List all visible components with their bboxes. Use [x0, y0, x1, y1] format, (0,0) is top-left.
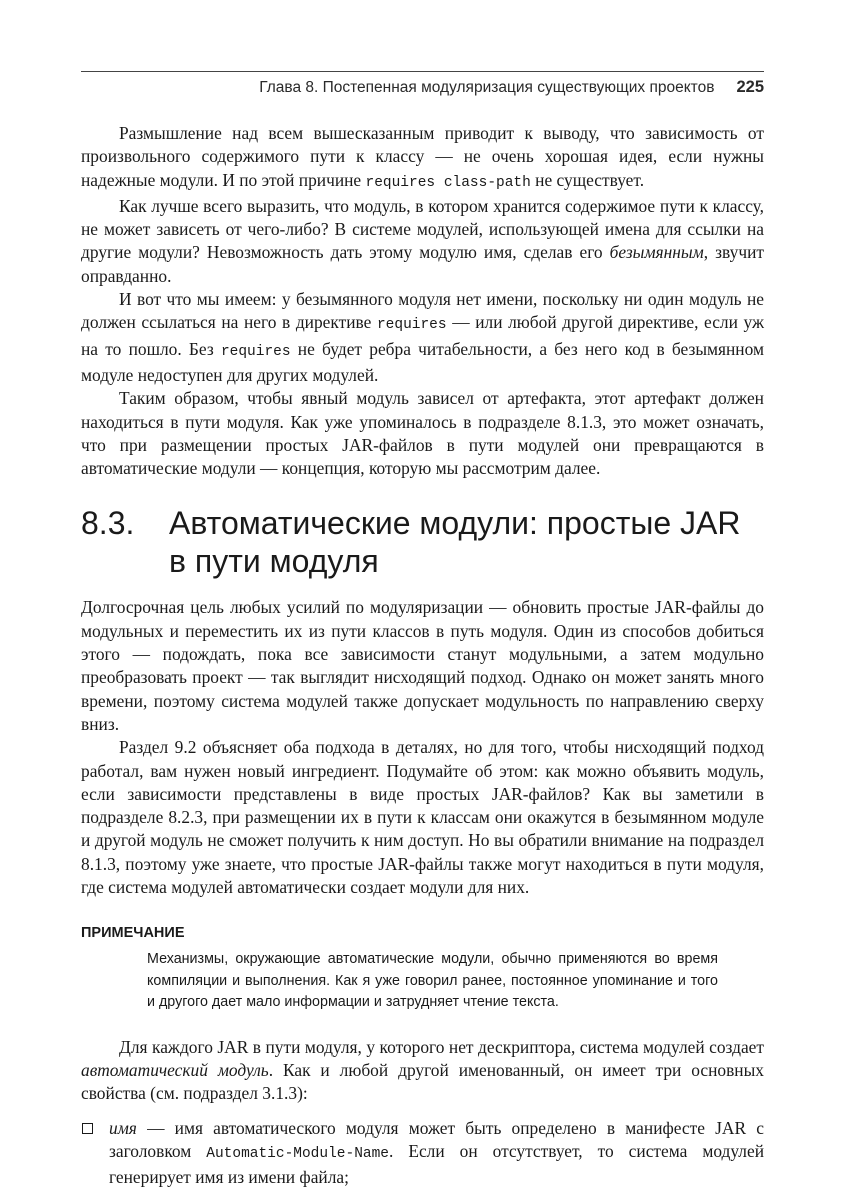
inline-code: requires	[376, 317, 447, 334]
paragraph: Размышление над всем вышесказанным приводит к выводу, что зависимость от произвольного содержимого пути к классу — не очень хорошая идея, если нужны надежные модули. И по этой причине requires class-path не существует.	[81, 123, 764, 191]
emphasis: безымянным	[609, 242, 704, 263]
page-number: 225	[736, 78, 764, 96]
section-title: Автоматические модули: простые JAR в пути модуля	[169, 505, 741, 580]
header-rule	[81, 71, 764, 72]
chapter-title: Глава 8. Постепенная модуляризация существующих проектов	[259, 79, 715, 96]
paragraph: Долгосрочная цель любых усилий по модуляризации — обновить простые JAR-файлы до модульных и переместить их из пути классов в путь модуля. Один из способов добиться этого — подождать, пока все зависимости станут модульными, а затем модульно преобразовать проект — так выглядит нисходящий подход. Однако он может занять много времени, поэтому система модулей также допускает модульность по направлению сверху вниз.	[81, 597, 764, 734]
inline-code: Automatic-Module-Name	[206, 1146, 389, 1162]
paragraph: Как лучше всего выразить, что модуль, в котором хранится содержимое пути к классу, не может зависеть от чего-либо? В системе модулей, использующей имена для ссылки на другие модули? Невозможность дать этому модулю имя, сделав его безымянным, звучит оправданно.	[81, 195, 764, 286]
paragraph: Раздел 9.2 объясняет оба подхода в деталях, но для того, чтобы нисходящий подход работал, вам нужен новый ингредиент. Подумайте об этом: как можно объявить модуль, если зависимости представлены в виде простых JAR-файлов? Как вы заметили в подразделе 8.2.3, при размещении их в пути к классам они окажутся в безымянном модуле и другой модуль не сможет получить к ним доступ. Но вы обратили внимание на подраздел 8.1.3, поэтому уже знаете, что простые JAR-файлы также могут находиться в пути модуля, где система модулей автоматически создает модули для них.	[81, 737, 764, 898]
paragraph: И вот что мы имеем: у безымянного модуля нет имени, поскольку ни один модуль не должен ссылаться на него в директиве requires — или любой другой директиве, если уж на то пошло. Без requires не будет ребра читабельности, а без него код в безымянном модуле недоступен для других модулей.	[81, 289, 764, 385]
section-number: 8.3.	[81, 505, 135, 542]
emphasis: автоматический модуль	[81, 1060, 269, 1081]
square-bullet-icon	[82, 1123, 93, 1134]
section-heading	[81, 504, 764, 580]
running-header	[81, 74, 764, 101]
note-text: Механизмы, окружающие автоматические модули, обычно применяются во время компиляции и выполнения. Как я уже говорил ранее, постоянное упоминание и того и другого дает мало информации и затрудняет чтение текста.	[147, 951, 718, 1011]
inline-code: requires	[220, 343, 291, 360]
emphasis: имя	[109, 1117, 137, 1138]
paragraph: Для каждого JAR в пути модуля, у которого нет дескриптора, система модулей создает автоматический модуль. Как и любой другой именованный, он имеет три основных свойства (см. подраздел 3.1.3):	[81, 1036, 764, 1104]
inline-code: requires class-path	[365, 174, 531, 191]
note-label: ПРИМЕЧАНИЕ	[81, 925, 185, 942]
paragraph: Таким образом, чтобы явный модуль зависел от артефакта, этот артефакт должен находиться в пути модуля. Как уже упоминалось в подразделе 8.1.3, это может означать, что при размещении простых JAR-файлов в пути модулей они превращаются в автоматические модули — концепция, которую мы рассмотрим далее.	[81, 388, 764, 479]
bullet-list	[81, 1117, 764, 1190]
page-body	[81, 122, 764, 1190]
list-item: имя — имя автоматического модуля может быть определено в манифесте JAR с заголовком Automatic-Module-Name. Если он отсутствует, то система модулей генерирует имя из имени файла;	[81, 1117, 764, 1190]
